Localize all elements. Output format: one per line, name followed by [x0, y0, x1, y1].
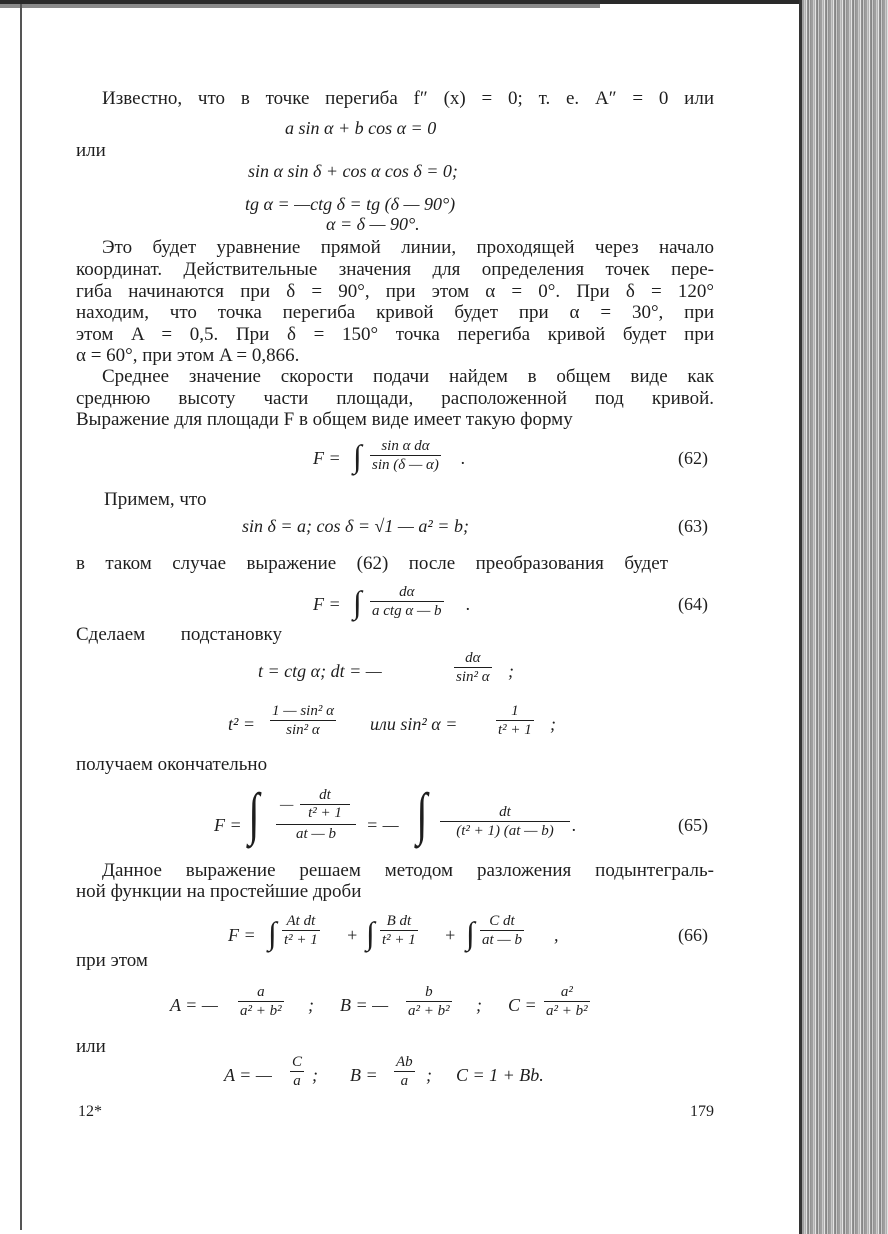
fraction: $\frac{dt}{\text{(t² + 1) (at — b)}}$ [440, 803, 570, 840]
text-line: ной функции на простейшие дроби [76, 881, 362, 902]
equation: t = ctg α; dt = — [258, 661, 382, 681]
equation: A = — [170, 995, 218, 1015]
integral-sign: ∫ [248, 781, 260, 846]
equation-number: (66) [678, 925, 708, 945]
compound-fraction: — dt t² + 1 at — b [276, 786, 356, 843]
page-number: 179 [690, 1103, 714, 1120]
equation: tg α = —ctg δ = tg (δ — 90°) [245, 194, 456, 214]
equation-number: (62) [678, 448, 708, 468]
text-line: Сделаем подстановку [76, 624, 282, 645]
integral-sign: ∫ [416, 781, 428, 846]
text-line: Примем, что [104, 489, 207, 510]
equation-lhs: F = [214, 815, 242, 835]
text-line: Среднее значение скорости подачи найдем в общем виде как [102, 366, 714, 387]
text-line: среднюю высоту части площади, расположенной под кривой. [76, 388, 714, 409]
text-line: Данное выражение решаем методом разложения подынтеграль- [102, 860, 714, 881]
fraction: $\frac{\text{a²}}{\text{a² + b²}}$ [546, 984, 588, 1019]
equation: C = [508, 995, 537, 1015]
equation: B = [350, 1065, 378, 1085]
text-line: гиба начинаются при δ = 90°, при этом α = 0°. При δ = 120° [76, 281, 714, 302]
fraction: $\frac{C}{a}$ [292, 1054, 303, 1089]
equation: sin α sin δ + cos α cos δ = 0; [248, 161, 458, 181]
text-word: или [76, 1036, 106, 1057]
fraction: dα a ctg α — b [372, 584, 442, 619]
equation-number: (64) [678, 594, 708, 614]
fraction: $\frac{Ab}{a}$ [396, 1054, 413, 1089]
text-line: α = 60°, при этом A = 0,866. [76, 345, 300, 366]
equation: t² = [228, 714, 256, 734]
integral-sign: ∫ [353, 584, 362, 620]
equation: C = 1 + Bb. [456, 1065, 544, 1085]
text-line: получаем окончательно [76, 754, 268, 775]
equation-lhs: F = [313, 594, 341, 614]
fraction: $\frac{1}{\text{t² + 1}}$ [498, 703, 532, 738]
text-line: находим, что точка перегиба кривой будет при α = 30°, при [76, 302, 714, 323]
text-line: Известно, что в точке перегиба f″ (x) = 0; т. е. A″ = 0 или [102, 88, 714, 109]
equation: B = — [340, 995, 389, 1015]
equation: sin δ = a; cos δ = √1 — a² = b; [242, 516, 469, 536]
equation-number: (65) [678, 815, 708, 835]
fraction: $\frac{\text{C dt}}{at — b}$ [482, 913, 523, 948]
fraction: $\frac{b}{\text{a² + b²}}$ [408, 984, 450, 1019]
fraction: $\frac{\text{At dt}}{\text{t² + 1}}$ [284, 913, 318, 948]
scan-border-top-shadow [0, 4, 600, 8]
equation-lhs: F = [313, 448, 341, 468]
text-line: Это будет уравнение прямой линии, проходящей через начало [102, 237, 714, 258]
equation-lhs: F = [228, 925, 256, 945]
text-line: при этом [76, 950, 148, 971]
integral-sign: ∫ [353, 438, 362, 474]
integral-sign: ∫ [268, 915, 277, 951]
text-word: или [76, 140, 106, 161]
book-binding [802, 0, 888, 1234]
fraction: $\frac{a}{\text{a² + b²}}$ [240, 984, 282, 1019]
fraction: $\frac{d\alpha}{\text{sin² α}}$ [456, 650, 490, 685]
equation: A = — [224, 1065, 272, 1085]
fraction: $\frac{\text{sin α dα}}{\sin (\delta — \alpha)}$ [372, 438, 439, 473]
signature-mark: 12* [78, 1103, 102, 1120]
equation: α = δ — 90°. [326, 214, 420, 234]
fraction: $\frac{\text{1 — sin² α}}{\text{sin² α}}$ [272, 703, 334, 738]
text-line: Выражение для площади F в общем виде имеет такую форму [76, 409, 573, 430]
equation-number: (63) [678, 516, 708, 536]
fraction: $\frac{\text{B dt}}{\text{t² + 1}}$ [382, 913, 416, 948]
equation: a sin α + b cos α = 0 [285, 118, 437, 138]
text-line: координат. Действительные значения для определения точек пере- [76, 259, 714, 280]
text-line: этом A = 0,5. При δ = 150° точка перегиба кривой будет при [76, 324, 714, 345]
text-line: в таком случае выражение (62) после преобразования будет [76, 553, 668, 574]
integral-sign: ∫ [466, 915, 475, 951]
integral-sign: ∫ [366, 915, 375, 951]
book-page: Известно, что в точке перегиба f″ (x) = 0; т. е. A″ = 0 или a sin α + b cos α = 0 или sin α sin δ + cos α cos δ = 0; tg α = —ctg δ = tg (δ — 90°) α = δ — 90°. Это будет уравнение прямой линии, проходящей через начало координат. Действительные значения для определения точек пере- гиба начинаются при δ = 90°, при этом α = 0°. При δ = 120° находим, что точка перегиба кривой будет при α = 30°, при этом A = 0,5. При δ = 150° точка перегиба кривой будет при α = 60°, при этом A = 0,866. Среднее значение скорости подачи найдем в общем виде как среднюю высоту части площади, расположенной под кривой. Выражение для площади F в общем виде имеет такую форму F = ∫ $\frac{\text{sin α dα}}{\sin (\delta — \alpha)}$ . (62) Примем, что sin δ = a; cos δ = √1 — a² = b; (63) в таком случае выражение (62) после преобразования будет F = ∫ dα a ctg α — b . (64) Сделаем подстановку t = ctg α; dt = — $\frac{d\alpha}{\text{sin² α}}$ ; t² = $\frac{\text{1 — sin² α}}{\text{sin² α}}$ или sin² α = $\frac{1}{\text{t² + 1}}$ ; получаем окончательно F = ∫ — dt t² + 1 at — b = — ∫ $\frac{dt}{\text{(t² + 1) (at — b)}}$ . (65) Данное выражение решаем методом разложения подынтеграль- ной функции на простейшие дроби F = ∫ $\frac{\text{At dt}}{\text{t² + 1}}$ + ∫ $\frac{\text{B dt}}{\text{t² + 1}}$ + ∫ $\frac{\text{C dt}}{at — b}$ , (66) при этом A = — $\frac{a}{\text{a² + b²}}$ ; B = — $\frac{b}{\text{a² + b²}}$ ; C = $\frac{\text{a²}}{\text{a² + b²}}$ или A = — $\frac{C}{a}$ ; B = $\frac{Ab}{a}$ ; C = 1 + Bb. 12* 179 [0, 0, 888, 1234]
scan-border-left [20, 4, 22, 1230]
